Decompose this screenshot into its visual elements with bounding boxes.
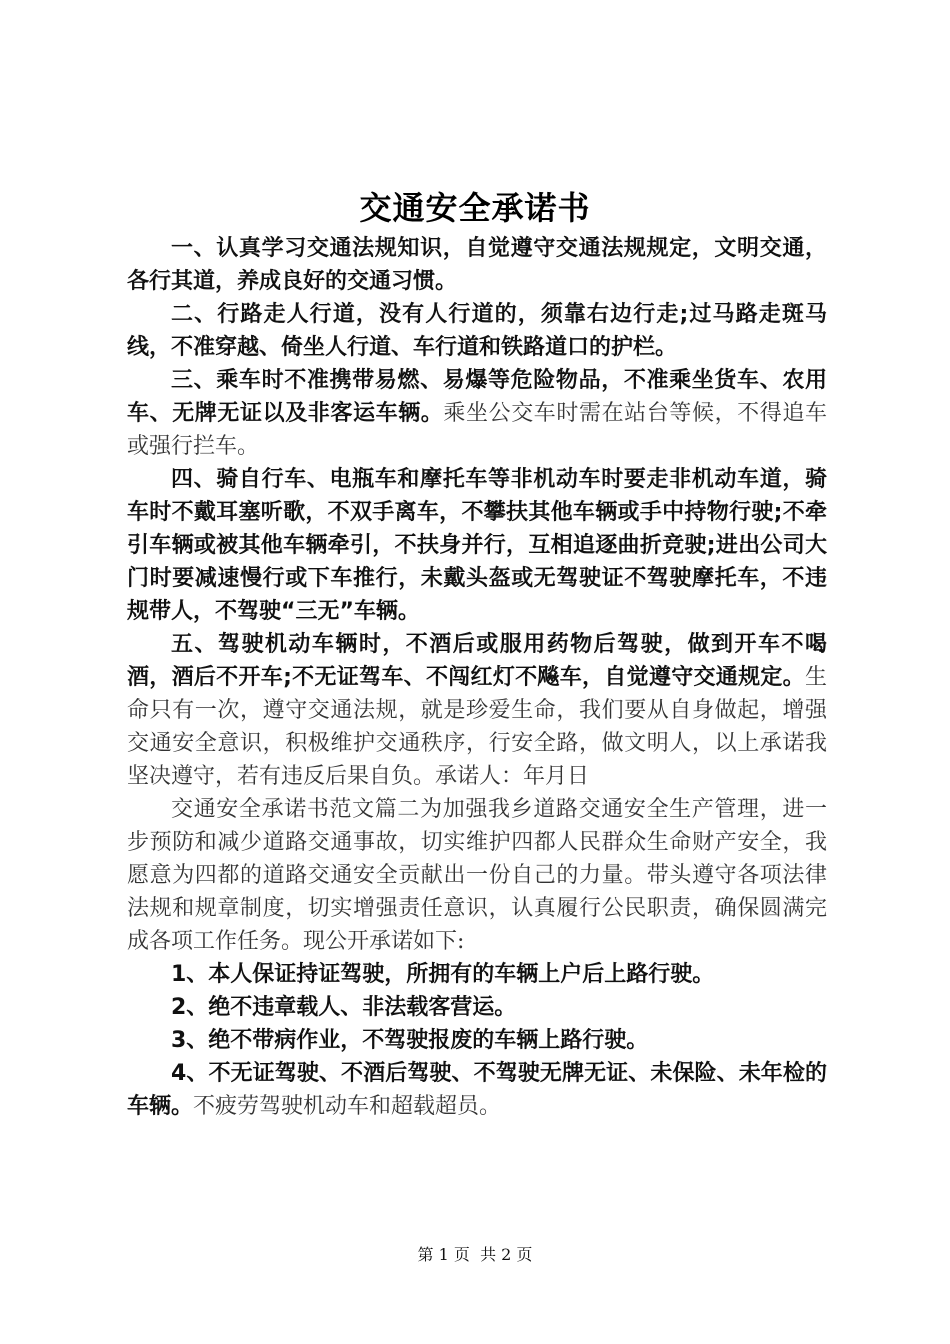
list-item-3-text: 3、绝不带病作业，不驾驶报废的车辆上路行驶。 [171,1028,649,1053]
paragraph-4 [127,463,827,628]
list-item-2 [127,991,827,1024]
paragraph-2 [127,298,827,364]
page-number: 第 1 页 共 2 页 [417,1245,533,1264]
paragraph-1 [127,232,827,298]
document-body [127,232,827,1123]
paragraph-4-main-text: 四、骑自行车、电瓶车和摩托车等非机动车时要走非机动车道，骑车时不戴耳塞听歌，不双手离车，不攀扶其他车辆或手中持物行驶;不牵引车辆或被其他车辆牵引，不扶身并行，互相追逐曲折竞驶;进出公司大门时要减速慢行或下车推行，未戴头盔或无驾驶证不驾驶摩托车，不违规带人，不驾驶“三无”车辆。 [127,467,827,624]
page-footer [0,1244,950,1266]
paragraph-5 [127,628,827,793]
paragraph-2-main-text: 二、行路走人行道，没有人行道的，须靠右边行走;过马路走斑马线，不准穿越、倚坐人行道、车行道和铁路道口的护栏。 [127,302,827,360]
paragraph-3-main-text: 三、乘车时不准携带易燃、易爆等危险物品，不准乘坐货车、农用车、无牌无证以及非客运车辆。 [127,368,827,426]
list-item-4 [127,1057,827,1123]
paragraph-5-main-text: 五、驾驶机动车辆时，不酒后或服用药物后驾驶，做到开车不喝酒，酒后不开车;不无证驾车、不闯红灯不飚车，自觉遵守交通规定。 [127,632,827,690]
paragraph-3-extra-text: 乘坐公交车时需在站台等候，不得追车或强行拦车。 [127,401,827,459]
paragraph-1-main-text: 一、认真学习交通法规知识，自觉遵守交通法规规定，文明交通，各行其道，养成良好的交通习惯。 [127,236,827,294]
list-item-2-text: 2、绝不违章载人、非法载客营运。 [171,995,517,1020]
list-item-4-main-text: 4、不无证驾驶、不酒后驾驶、不驾驶无牌无证、未保险、未年检的车辆。 [127,1061,827,1119]
list-item-4-extra-text: 不疲劳驾驶机动车和超载超员。 [193,1094,502,1119]
paragraph-5-extra-text: 生命只有一次，遵守交通法规，就是珍爱生命，我们要从自身做起，增强交通安全意识，积极维护交通秩序，行安全路，做文明人，以上承诺我坚决遵守，若有违反后果自负。承诺人：年月日 [127,665,827,789]
document-title: 交通安全承诺书 [359,189,591,227]
list-item-1 [127,958,827,991]
paragraph-3 [127,364,827,463]
paragraph-6-extra-text: 交通安全承诺书范文篇二为加强我乡道路交通安全生产管理，进一步预防和减少道路交通事故，切实维护四都人民群众生命财产安全，我愿意为四都的道路交通安全贡献出一份自己的力量。带头遵守各项法律法规和规章制度，切实增强责任意识，认真履行公民职责，确保圆满完成各项工作任务。现公开承诺如下: [127,797,827,954]
list-item-1-text: 1、本人保证持证驾驶，所拥有的车辆上户后上路行驶。 [171,962,715,987]
paragraph-6 [127,793,827,958]
list-item-3 [127,1024,827,1057]
